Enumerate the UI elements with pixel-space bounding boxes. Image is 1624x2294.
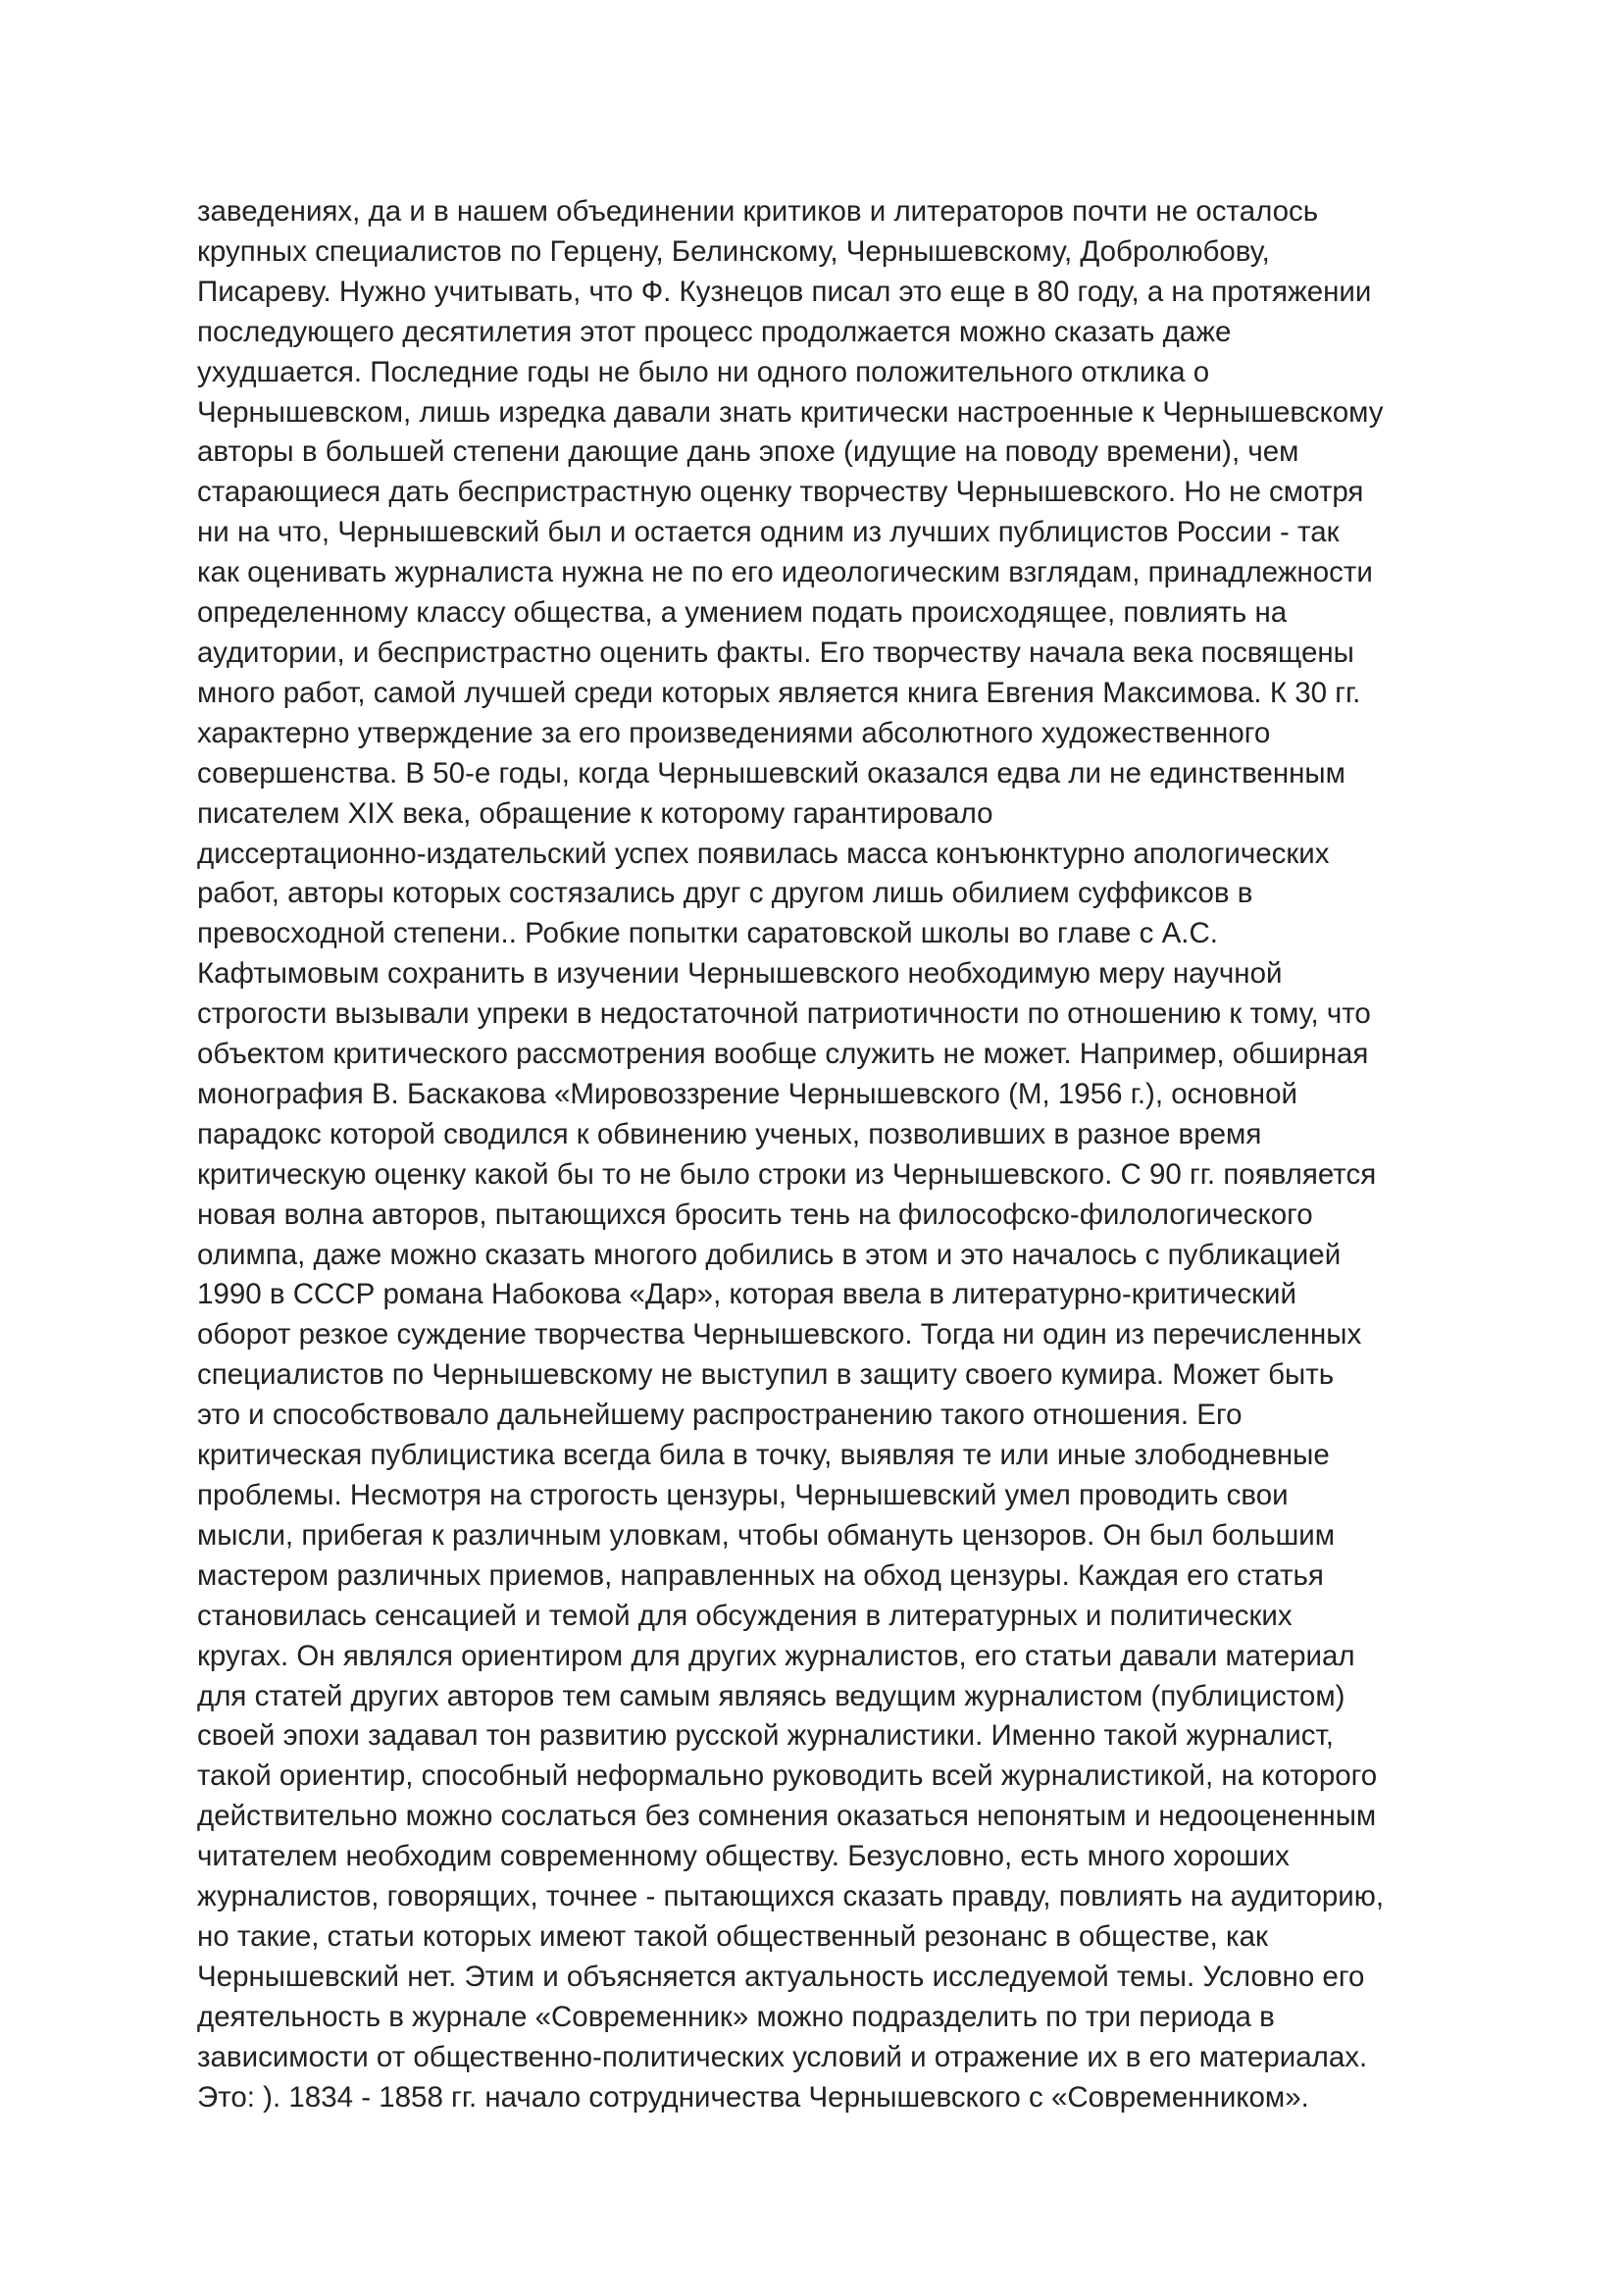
text-line: журналистов, говорящих, точнее - пытающихся сказать правду, повлиять на аудиторию, bbox=[197, 1880, 1385, 1913]
text-line: зависимости от общественно-политических условий и отражение их в его материалах. bbox=[197, 2040, 1368, 2073]
text-line: это и способствовало дальнейшему распространению такого отношения. Его bbox=[197, 1399, 1243, 1432]
text-line: кругах. Он являлся ориентиром для других журналистов, его статьи давали материал bbox=[197, 1639, 1355, 1672]
text-line: парадокс которой сводился к обвинению ученых, позволивших в разное время bbox=[197, 1117, 1262, 1150]
text-line: последующего десятилетия этот процесс продолжается можно сказать даже bbox=[197, 315, 1232, 348]
text-line: совершенства. В 50-е годы, когда Чернышевский оказался едва ли не единственным bbox=[197, 756, 1345, 790]
text-line: оборот резкое суждение творчества Чернышевского. Тогда ни один из перечисленных bbox=[197, 1318, 1362, 1351]
text-line: превосходной степени.. Робкие попытки саратовской школы во главе с А.С. bbox=[197, 917, 1218, 950]
text-line: старающиеся дать беспристрастную оценку творчеству Чернышевского. Но не смотря bbox=[197, 476, 1364, 509]
text-line: заведениях, да и в нашем объединении критиков и литераторов почти не осталось bbox=[197, 195, 1319, 228]
text-line: читателем необходим современному обществу. Безусловно, есть много хороших bbox=[197, 1840, 1290, 1873]
text-line: Писареву. Нужно учитывать, что Ф. Кузнецов писал это еще в 80 году, а на протяжении bbox=[197, 275, 1372, 308]
text-line: работ, авторы которых состязались друг с другом лишь обилием суффиксов в bbox=[197, 877, 1253, 910]
text-line: писателем XIX века, обращение к которому гарантировало bbox=[197, 796, 993, 830]
text-line: определенному классу общества, а умением подать происходящее, повлиять на bbox=[197, 596, 1288, 630]
text-line: действительно можно сослаться без сомнения оказаться непонятым и недооцененным bbox=[197, 1800, 1377, 1833]
text-line: становилась сенсацией и темой для обсуждения в литературных и политических bbox=[197, 1599, 1293, 1632]
body-text bbox=[197, 192, 1452, 2118]
text-line: аудитории, и беспристрастно оценить факты. Его творчеству начала века посвящены bbox=[197, 636, 1354, 669]
text-line: крупных специалистов по Герцену, Белинскому, Чернышевскому, Добролюбову, bbox=[197, 234, 1270, 268]
text-line: но такие, статьи которых имеют такой общественный резонанс в обществе, как bbox=[197, 1919, 1268, 1953]
text-line: мастером различных приемов, направленных на обход цензуры. Каждая его статья bbox=[197, 1558, 1324, 1592]
text-line: авторы в большей степени дающие дань эпохе (идущие на поводу времени), чем bbox=[197, 435, 1299, 469]
text-line: критическую оценку какой бы то не было строки из Чернышевского. С 90 гг. появляется bbox=[197, 1157, 1377, 1191]
text-line: Чернышевский нет. Этим и объясняется актуальность исследуемой темы. Условно его bbox=[197, 1960, 1365, 1993]
text-line: строгости вызывали упреки в недостаточной патриотичности по отношению к тому, что bbox=[197, 997, 1371, 1031]
text-line: 1990 в СССР романа Набокова «Дар», которая ввела в литературно-критический bbox=[197, 1278, 1296, 1311]
text-line: своей эпохи задавал тон развитию русской журналистики. Именно такой журналист, bbox=[197, 1719, 1334, 1753]
text-line: олимпа, даже можно сказать многого добились в этом и это началось с публикацией bbox=[197, 1238, 1342, 1271]
text-line: объектом критического рассмотрения вообще служить не может. Например, обширная bbox=[197, 1038, 1369, 1071]
text-line: как оценивать журналиста нужна не по его идеологическим взглядам, принадлежности bbox=[197, 556, 1373, 589]
text-line: диссертационно-издательский успех появилась масса конъюнктурно апологических bbox=[197, 837, 1330, 870]
text-line: монография В. Баскакова «Мировоззрение Чернышевского (М, 1956 г.), основной bbox=[197, 1077, 1297, 1110]
text-line: Чернышевском, лишь изредка давали знать критически настроенные к Чернышевскому bbox=[197, 395, 1384, 429]
text-line: для статей других авторов тем самым являясь ведущим журналистом (публицистом) bbox=[197, 1679, 1345, 1712]
text-line: мысли, прибегая к различным уловкам, чтобы обмануть цензоров. Он был большим bbox=[197, 1518, 1336, 1552]
text-line: ни на что, Чернышевский был и остается одним из лучших публицистов России - так bbox=[197, 516, 1340, 549]
text-line: специалистов по Чернышевскому не выступил в защиту своего кумира. Может быть bbox=[197, 1358, 1335, 1392]
text-line: ухудшается. Последние годы не было ни одного положительного отклика о bbox=[197, 355, 1210, 388]
text-line: Это: ). 1834 - 1858 гг. начало сотрудничества Чернышевского с «Современником». bbox=[197, 2080, 1309, 2114]
text-line: проблемы. Несмотря на строгость цензуры, Чернышевский умел проводить свои bbox=[197, 1479, 1289, 1511]
text-line: такой ориентир, способный неформально руководить всей журналистикой, на которого bbox=[197, 1759, 1378, 1793]
text-line: характерно утверждение за его произведениями абсолютного художественного bbox=[197, 716, 1271, 749]
text-line: новая волна авторов, пытающихся бросить тень на философско-филологического bbox=[197, 1198, 1313, 1231]
text-line: много работ, самой лучшей среди которых является книга Евгения Максимова. К 30 гг. bbox=[197, 676, 1361, 709]
text-line: критическая публицистика всегда била в точку, выявляя те или иные злободневные bbox=[197, 1439, 1330, 1472]
text-line: Кафтымовым сохранить в изучении Чернышевского необходимую меру научной bbox=[197, 957, 1283, 991]
text-line: деятельность в журнале «Современник» можно подразделить по три периода в bbox=[197, 2000, 1275, 2033]
